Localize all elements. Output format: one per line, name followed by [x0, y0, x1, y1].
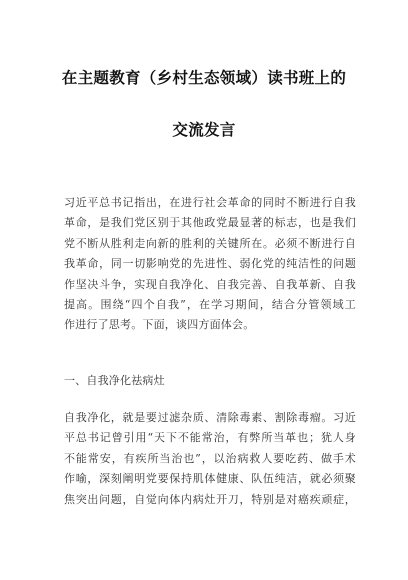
paragraph-line: 平总书记曾引用“天下不能常治，有弊所当革也；犹人身 — [64, 431, 356, 445]
paragraph-line: 习近平总书记指出，在进行社会革命的同时不断进行自我 — [64, 196, 356, 209]
paragraph-section-1 — [64, 408, 356, 510]
paragraph-line: 革命，是我们党区别于其他政党最显著的标志，也是我们 — [64, 216, 356, 230]
paragraph-line: 不能常安，有疾所当治也”，以治病救人要吃药、做手术 — [64, 451, 356, 465]
document-title-line-2: 交流发言 — [172, 121, 236, 139]
paragraph-line: 作进行了思考。下面，谈四方面体会。 — [64, 318, 255, 332]
paragraph-line: 提高。围绕“四个自我”，在学习期间，结合分管领域工 — [64, 297, 356, 311]
section-heading-1: 一、自我净化祛病灶 — [64, 374, 165, 387]
document-title-line-1: 在主题教育（乡村生态领域）读书班上的 — [61, 69, 347, 87]
paragraph-line: 作坚决斗争，实现自我净化、自我完善、自我革新、自我 — [64, 277, 356, 291]
paragraph-line: 焦突出问题，自觉向体内病灶开刀，特别是对癌疾顽症， — [64, 492, 356, 506]
paragraph-line: 我革命，同一切影响党的先进性、弱化党的纯洁性的问题 — [64, 257, 356, 271]
paragraph-intro — [64, 193, 356, 336]
paragraph-line: 党不断从胜利走向新的胜利的关键所在。必须不断进行自 — [64, 236, 356, 250]
paragraph-line: 作喻，深刻阐明党要保持肌体健康、队伍纯洁，就必须聚 — [64, 472, 356, 486]
paragraph-line: 自我净化，就是要过滤杂质、清除毒素、割除毒瘤。习近 — [64, 411, 356, 424]
